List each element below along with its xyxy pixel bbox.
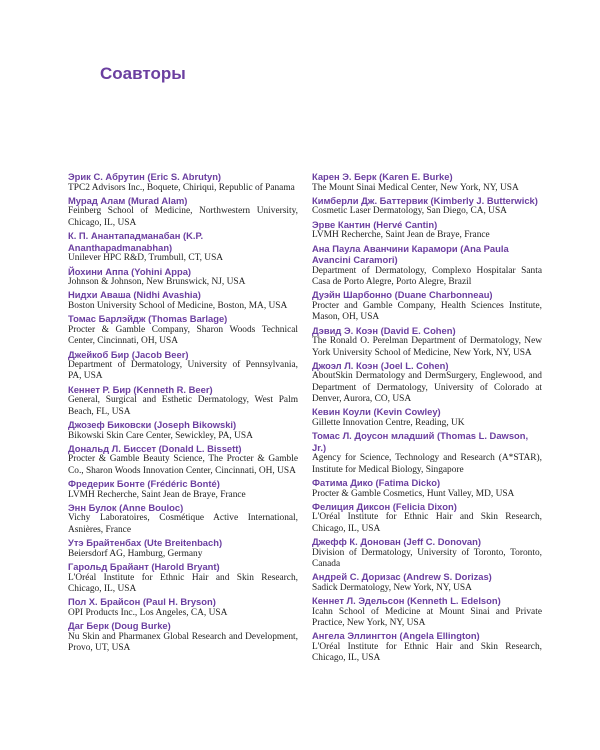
- contributor-entry: [312, 406, 542, 429]
- contributor-name: Дэвид Э. Коэн (David E. Cohen): [312, 324, 456, 336]
- contributor-entry: [312, 536, 542, 570]
- contributor-entry: [68, 502, 298, 536]
- contributor-name: Йохини Аппа (Yohini Appa): [68, 265, 192, 277]
- contributor-affiliation: Division of Dermatology, University of Toronto, Toronto, Canada: [312, 547, 542, 569]
- contributor-affiliation: Feinberg School of Medicine, Northwestern University, Chicago, IL, USA: [68, 206, 298, 228]
- contributors-left-column: [68, 171, 298, 655]
- contributor-name: Энн Булок (Anne Bouloc): [68, 501, 184, 513]
- contributor-entry: [68, 289, 298, 312]
- contributor-affiliation: Bikowski Skin Care Center, Sewickley, PA, USA: [68, 430, 253, 441]
- contributor-entry: [68, 349, 298, 383]
- contributor-entry: [68, 171, 298, 194]
- contributor-name: Джозеф Биковски (Joseph Bikowski): [68, 418, 237, 430]
- contributor-entry: [312, 630, 542, 664]
- contributor-entry: [68, 478, 298, 501]
- contributor-affiliation: Department of Dermatology, University of Pennsylvania, PA, USA: [68, 360, 298, 382]
- contributor-entry: [68, 313, 298, 347]
- contributor-affiliation: Procter & Gamble Beauty Science, The Procter & Gamble Co., Sharon Woods Innovation Center, Cincinnati, OH, USA: [68, 454, 298, 476]
- contributor-affiliation: AboutSkin Dermatology and DermSurgery, Englewood, and Department of Dermatology, University of Colorado at Denver, Aurora, CO, USA: [312, 371, 542, 405]
- contributor-name: Даг Берк (Doug Burke): [68, 620, 171, 632]
- contributor-affiliation: Department of Dermatology, Complexo Hospitalar Santa Casa de Porto Alegre, Porto Alegre, Brazil: [312, 265, 542, 288]
- contributor-affiliation: Gillette Innovation Centre, Reading, UK: [312, 417, 465, 428]
- contributor-name: Джоэл Л. Коэн (Joel L. Cohen): [312, 359, 449, 371]
- contributor-name: Эрве Кантин (Hervé Cantin): [312, 218, 438, 230]
- contributor-entry: [68, 384, 298, 418]
- contributor-name: Кевин Коули (Kevin Cowley): [312, 406, 441, 418]
- contributor-name: Джейкоб Бир (Jacob Beer): [68, 348, 189, 360]
- contributor-entry: [312, 325, 542, 359]
- contributor-name: Кеннет Л. Эдельсон (Kenneth L. Edelson): [312, 595, 501, 607]
- contributors-right-column: [312, 171, 542, 666]
- contributor-name: Утэ Брайтенбах (Ute Breitenbach): [68, 537, 223, 549]
- contributor-affiliation: Procter & Gamble Cosmetics, Hunt Valley, MD, USA: [312, 488, 515, 499]
- contributor-name: Дональд Л. Биссет (Donald L. Bissett): [68, 442, 242, 454]
- page-title: Соавторы: [100, 64, 186, 83]
- contributor-affiliation: Beiersdorf AG, Hamburg, Germany: [68, 548, 203, 559]
- contributor-entry: [312, 595, 542, 629]
- contributor-entry: [312, 571, 542, 594]
- contributor-name: К. П. Анантападманабан (K.P. Ananthapadmanabhan): [68, 230, 204, 253]
- contributor-affiliation: Procter & Gamble Company, Sharon Woods Technical Center, Cincinnati, OH, USA: [68, 324, 298, 347]
- contributor-entry: [68, 561, 298, 595]
- contributor-name: Дуэйн Шарбонно (Duane Charbonneau): [312, 289, 493, 301]
- contributor-affiliation: The Ronald O. Perelman Department of Dermatology, New York University School of Medicine, New York, NY, USA: [312, 336, 542, 358]
- contributor-name: Джефф К. Донован (Jeff C. Donovan): [312, 536, 481, 548]
- contributor-affiliation: Agency for Science, Technology and Research (A*STAR), Institute for Medical Biology, Singapore: [312, 453, 542, 475]
- contributor-affiliation: Johnson & Johnson, New Brunswick, NJ, USA: [68, 277, 246, 288]
- contributor-affiliation: LVMH Recherche, Saint Jean de Braye, France: [68, 489, 246, 500]
- contributor-affiliation: Boston University School of Medicine, Boston, MA, USA: [68, 301, 288, 312]
- contributor-entry: [68, 230, 298, 264]
- contributor-name: Пол Х. Брайсон (Paul H. Bryson): [68, 596, 216, 608]
- contributor-affiliation: Cosmetic Laser Dermatology, San Diego, CA, USA: [312, 206, 507, 217]
- contributor-name: Томас Л. Доусон младший (Thomas L. Dawson, Jr.): [312, 430, 529, 453]
- contributor-entry: [68, 620, 298, 654]
- contributor-affiliation: The Mount Sinai Medical Center, New York, NY, USA: [312, 182, 519, 193]
- contributor-name: Гарольд Брайант (Harold Bryant): [68, 560, 220, 572]
- contributor-entry: [68, 596, 298, 619]
- contributor-entry: [68, 266, 298, 289]
- contributor-name: Мурад Алам (Murad Alam): [68, 194, 188, 206]
- contributor-affiliation: TPC2 Advisors Inc., Boquete, Chiriqui, Republic of Panama: [68, 182, 295, 193]
- contributor-entry: [68, 443, 298, 477]
- contributor-entry: [312, 430, 542, 476]
- contributor-affiliation: L'Oréal Institute for Ethnic Hair and Skin Research, Chicago, IL, USA: [68, 572, 298, 594]
- contributor-affiliation: General, Surgical and Esthetic Dermatology, West Palm Beach, FL, USA: [68, 395, 298, 417]
- contributor-affiliation: OPI Products Inc., Los Angeles, CA, USA: [68, 607, 228, 618]
- contributor-affiliation: L'Oréal Institute for Ethnic Hair and Skin Research, Chicago, IL, USA: [312, 512, 542, 534]
- contributor-affiliation: Nu Skin and Pharmanex Global Research and Development, Provo, UT, USA: [68, 631, 298, 653]
- contributor-affiliation: Sadick Dermatology, New York, NY, USA: [312, 582, 472, 593]
- contributor-name: Эрик С. Абрутин (Eric S. Abrutyn): [68, 171, 222, 182]
- contributor-entry: [68, 537, 298, 560]
- contributor-name: Нидхи Аваша (Nidhi Avashia): [68, 289, 201, 301]
- contributor-entry: [312, 289, 542, 323]
- contributor-name: Кимберли Дж. Баттервик (Kimberly J. Butterwick): [312, 194, 538, 206]
- contributor-name: Ана Паула Аванчини Карамори (Ana Paula Avancini Caramori): [312, 242, 509, 266]
- contributor-name: Карен Э. Берк (Karen E. Burke): [312, 171, 453, 182]
- contributor-entry: [312, 195, 542, 218]
- contributor-affiliation: Icahn School of Medicine at Mount Sinai and Private Practice, New York, NY, USA: [312, 606, 542, 629]
- contributor-name: Томас Барлэйдж (Thomas Barlage): [68, 313, 228, 325]
- contributor-entry: [312, 243, 542, 289]
- contributor-name: Андрей С. Доризас (Andrew S. Dorizas): [312, 571, 492, 583]
- contributor-entry: [68, 195, 298, 229]
- contributor-affiliation: LVMH Recherche, Saint Jean de Braye, France: [312, 230, 490, 241]
- contributor-entry: [312, 171, 542, 194]
- contributor-entry: [312, 360, 542, 405]
- contributor-entry: [312, 219, 542, 242]
- contributor-entry: [312, 477, 542, 500]
- contributor-entry: [68, 419, 298, 442]
- contributor-affiliation: Vichy Laboratoires, Cosmétique Active International, Asnières, France: [68, 513, 298, 535]
- contributor-affiliation: L'Oréal Institute for Ethnic Hair and Skin Research, Chicago, IL, USA: [312, 641, 542, 664]
- contributor-name: Фредерик Бонте (Frédéric Bonté): [68, 477, 220, 489]
- contributor-name: Кеннет Р. Бир (Kenneth R. Beer): [68, 383, 213, 395]
- contributor-affiliation: Procter and Gamble Company, Health Sciences Institute, Mason, OH, USA: [312, 301, 542, 323]
- contributor-name: Ангела Эллингтон (Angela Ellington): [312, 630, 480, 642]
- contributor-name: Фелиция Диксон (Felicia Dixon): [312, 500, 457, 512]
- contributor-affiliation: Unilever HPC R&D, Trumbull, CT, USA: [68, 253, 224, 264]
- contributor-name: Фатима Дико (Fatima Dicko): [312, 476, 441, 488]
- contributor-entry: [312, 501, 542, 535]
